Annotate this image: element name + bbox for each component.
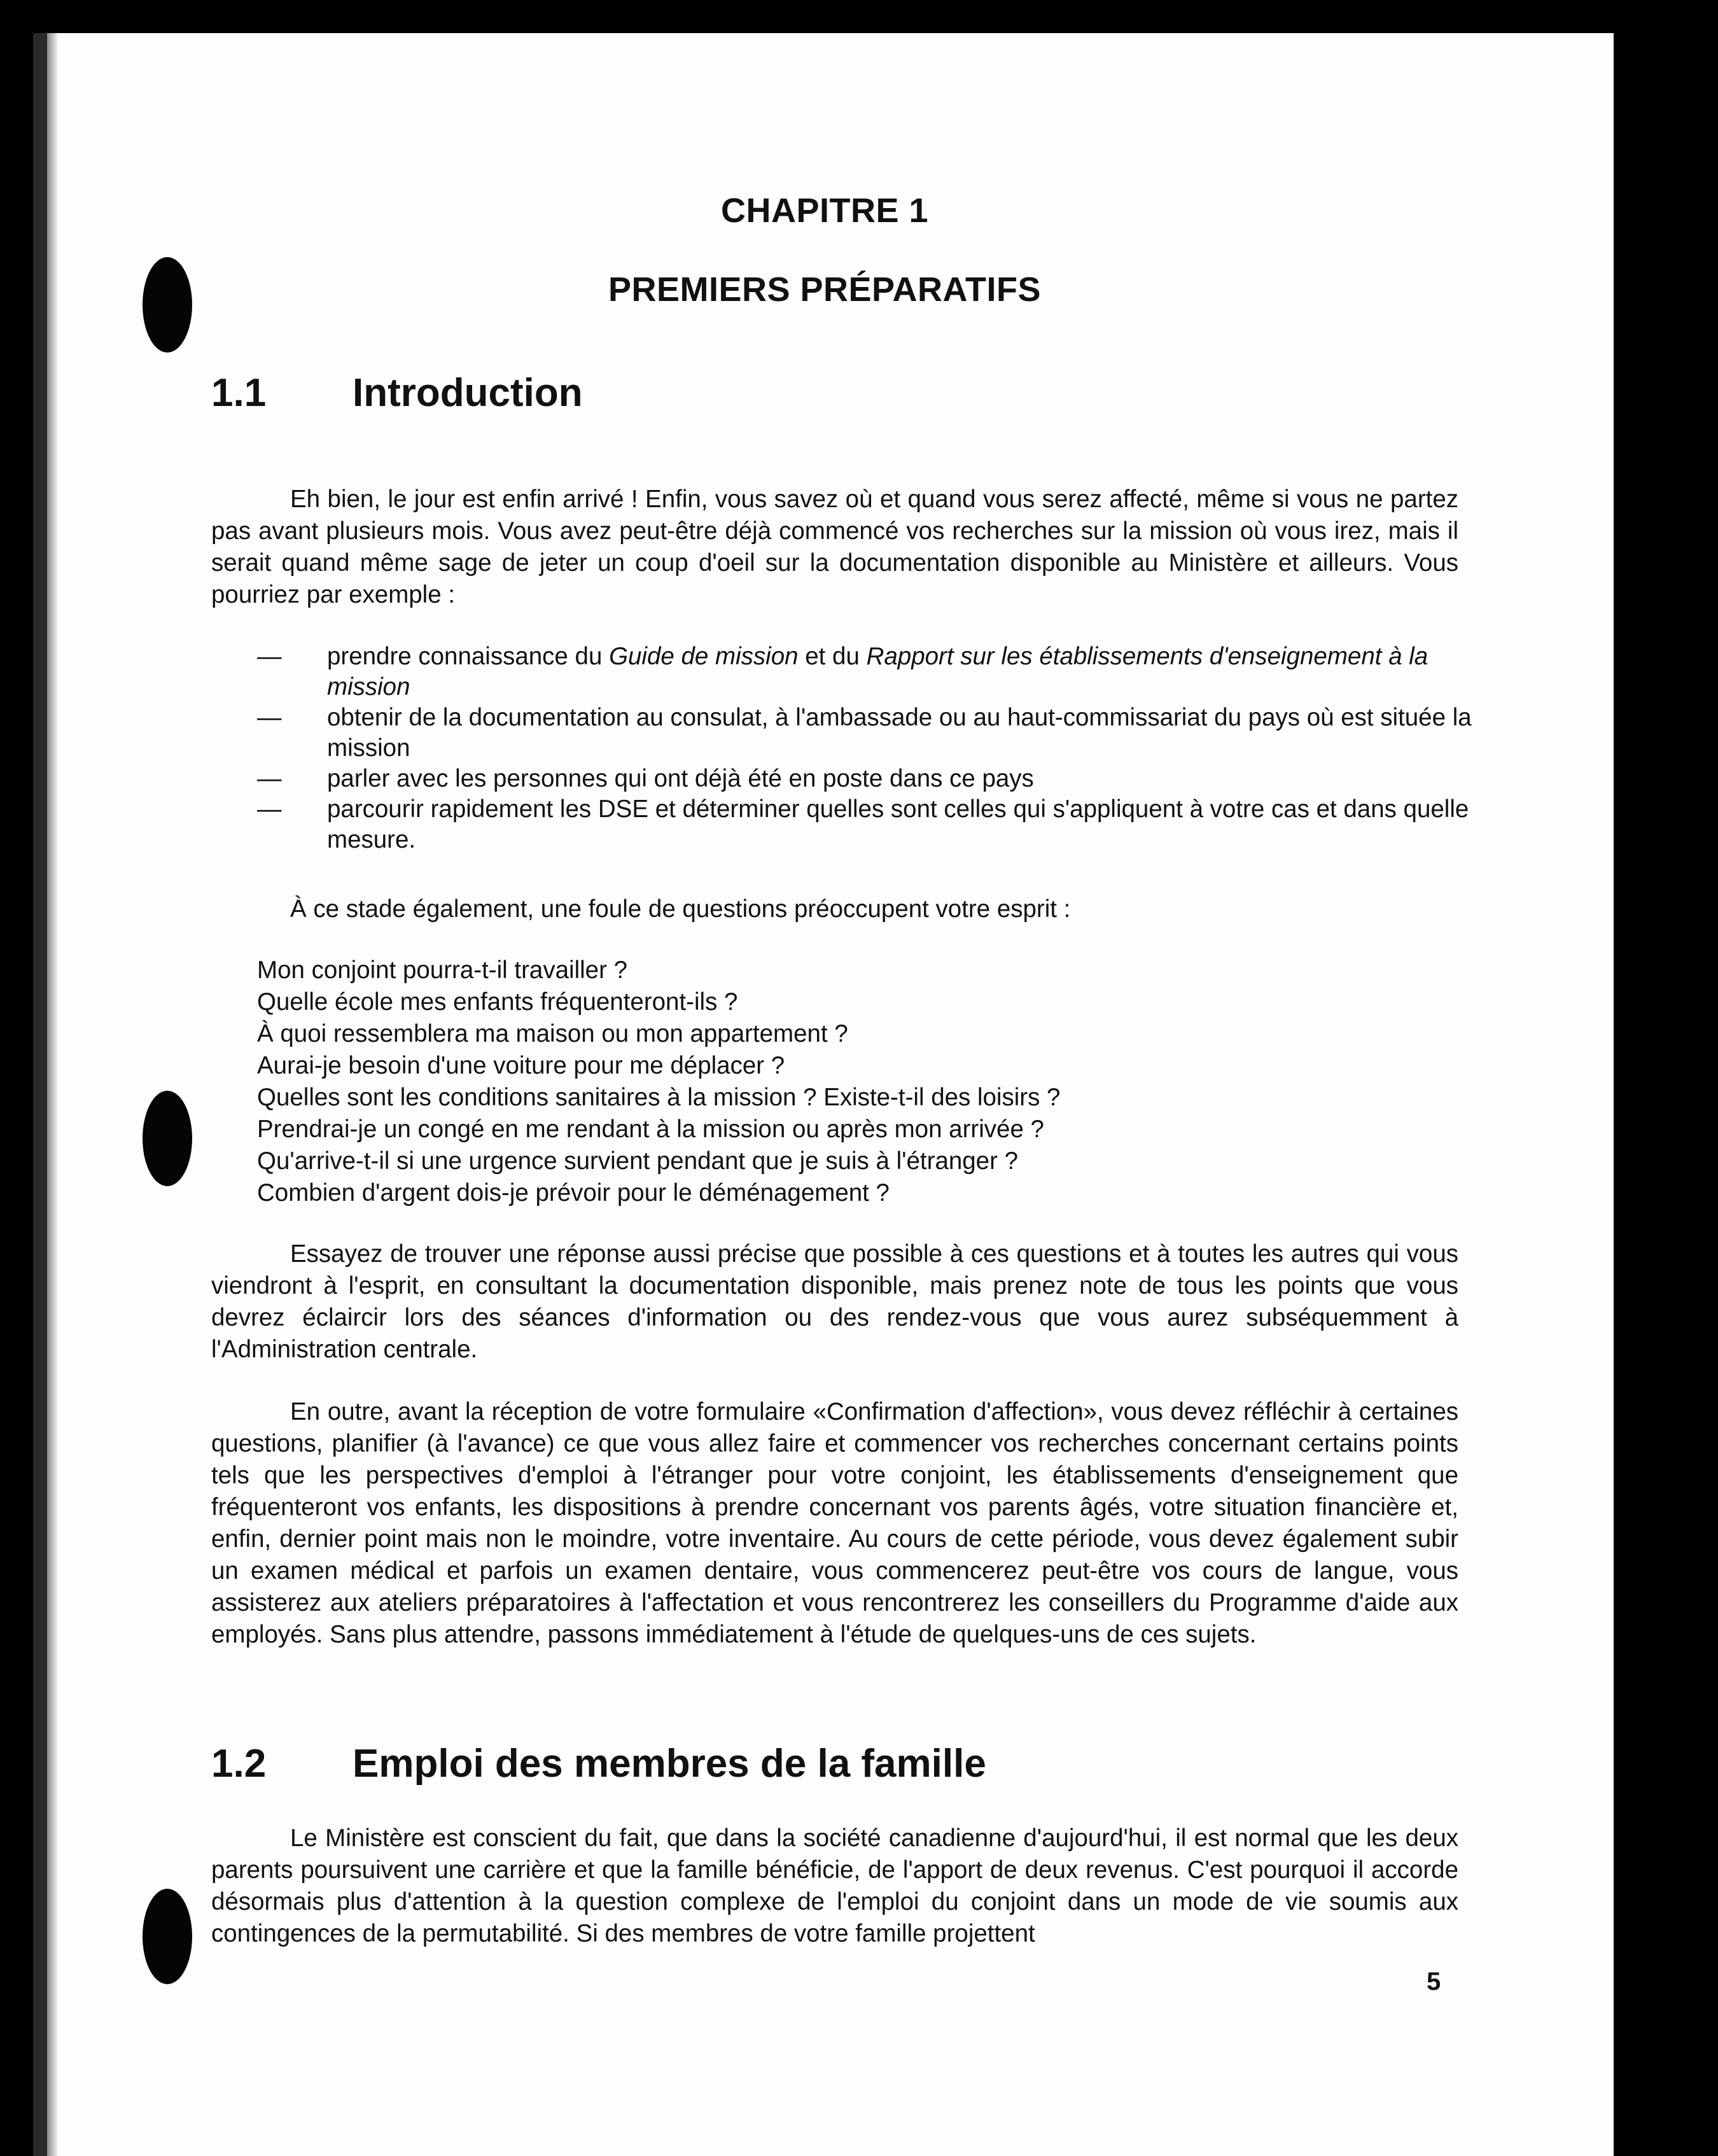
page-number: 5	[1427, 1968, 1441, 1996]
chapter-title: PREMIERS PRÉPARATIFS	[608, 270, 1042, 309]
section-title: Emploi des membres de la famille	[353, 1742, 986, 1786]
binding-shadow	[47, 33, 59, 2156]
bullet-dash: —	[257, 765, 282, 792]
list-item: — obtenir de la documentation au consulat, à l'ambassade ou au haut-commissariat du pays où est située la mission	[257, 704, 1472, 762]
question-line: Qu'arrive-t-il si une urgence survient pendant que je suis à l'étranger ?	[257, 1147, 1019, 1175]
question-line: Aurai-je besoin d'une voiture pour me déplacer ?	[257, 1052, 785, 1079]
section-title: Introduction	[353, 371, 583, 415]
question-line: Quelle école mes enfants fréquenteront-ils ?	[257, 988, 738, 1016]
chapter-label: CHAPITRE 1	[720, 192, 929, 230]
report-title: Rapport sur les établissements d'enseignement à la mission	[327, 643, 1428, 701]
list-item: — parler avec les personnes qui ont déjà été en poste dans ce pays	[257, 764, 1485, 794]
bullet-dash: —	[257, 704, 282, 731]
document-page	[33, 33, 1614, 2156]
punch-hole-bottom	[143, 1889, 192, 1984]
question-line: À quoi ressemblera ma maison ou mon appartement ?	[257, 1020, 848, 1047]
bullet-list	[257, 641, 1485, 855]
paragraph: Le Ministère est conscient du fait, que dans la société canadienne d'aujourd'hui, il est normal que les deux parents poursuivent une carrière et que la famille bénéficie, de l'apport de deux revenus. C'est pourquoi il accorde désormais plus d'attention à la question complexe de l'emploi du conjoint dans un mode de vie soumis aux contingences de la permutabilité. Si des membres de votre famille projettent	[211, 1824, 1458, 1947]
list-item: — prendre connaissance du Guide de mission et du Rapport sur les établissements d'enseignement à la mission	[257, 643, 1428, 701]
list-item: — parcourir rapidement les DSE et déterminer quelles sont celles qui s'appliquent à votre cas et dans quelle mesure.	[257, 795, 1469, 853]
bullet-dash: —	[257, 795, 282, 823]
paragraph: Essayez de trouver une réponse aussi précise que possible à ces questions et à toutes les autres qui vous viendront à l'esprit, en consultant la documentation disponible, mais prenez note de tous les points que vous devrez éclaircir lors des séances d'information ou des rendez-vous que vous aurez subséquemment à l'Administration centrale.	[211, 1240, 1458, 1363]
bullet-dash: —	[257, 643, 282, 670]
paragraph: En outre, avant la réception de votre formulaire «Confirmation d'affection», vous devez réfléchir à certaines questions, planifier (à l'avance) ce que vous allez faire et commencer vos recherches concernant certains points tels que les perspectives d'emploi à l'étranger pour votre conjoint, les établissements d'enseignement que fréquenteront vos enfants, les dispositions à prendre concernant vos parents âgés, votre situation financière et, enfin, dernier point mais non le moindre, votre inventaire. Au cours de cette période, vous devez également subir un examen médical et parfois un examen dentaire, vous commencerez peut-être vos cours de langue, vous assisterez aux ateliers préparatoires à l'affectation et vous rencontrerez les conseillers du Programme d'aide aux employés. Sans plus attendre, passons immédiatement à l'étude de quelques-uns de ces sujets.	[211, 1398, 1458, 1648]
question-line: Prendrai-je un congé en me rendant à la mission ou après mon arrivée ?	[257, 1116, 1044, 1143]
paragraph: À ce stade également, une foule de questions préoccupent votre esprit :	[290, 895, 1071, 923]
section-number: 1.2	[211, 1742, 267, 1786]
paragraph: Eh bien, le jour est enfin arrivé ! Enfin, vous savez où et quand vous serez affecté, même si vous ne partez pas avant plusieurs mois. Vous avez peut-être déjà commencé vos recherches sur la mission où vous irez, mais il serait quand même sage de jeter un coup d'oeil sur la documentation disponible au Ministère et ailleurs. Vous pourriez par exemple :	[211, 486, 1458, 608]
question-line: Quelles sont les conditions sanitaires à la mission ? Existe-t-il des loisirs ?	[257, 1084, 1061, 1111]
punch-hole-middle	[143, 1091, 192, 1186]
question-list	[257, 955, 1060, 1209]
section-number: 1.1	[211, 371, 267, 415]
question-line: Combien d'argent dois-je prévoir pour le déménagement ?	[257, 1179, 890, 1207]
question-line: Mon conjoint pourra-t-il travailler ?	[257, 956, 628, 984]
guide-title: Guide de mission	[609, 643, 799, 670]
